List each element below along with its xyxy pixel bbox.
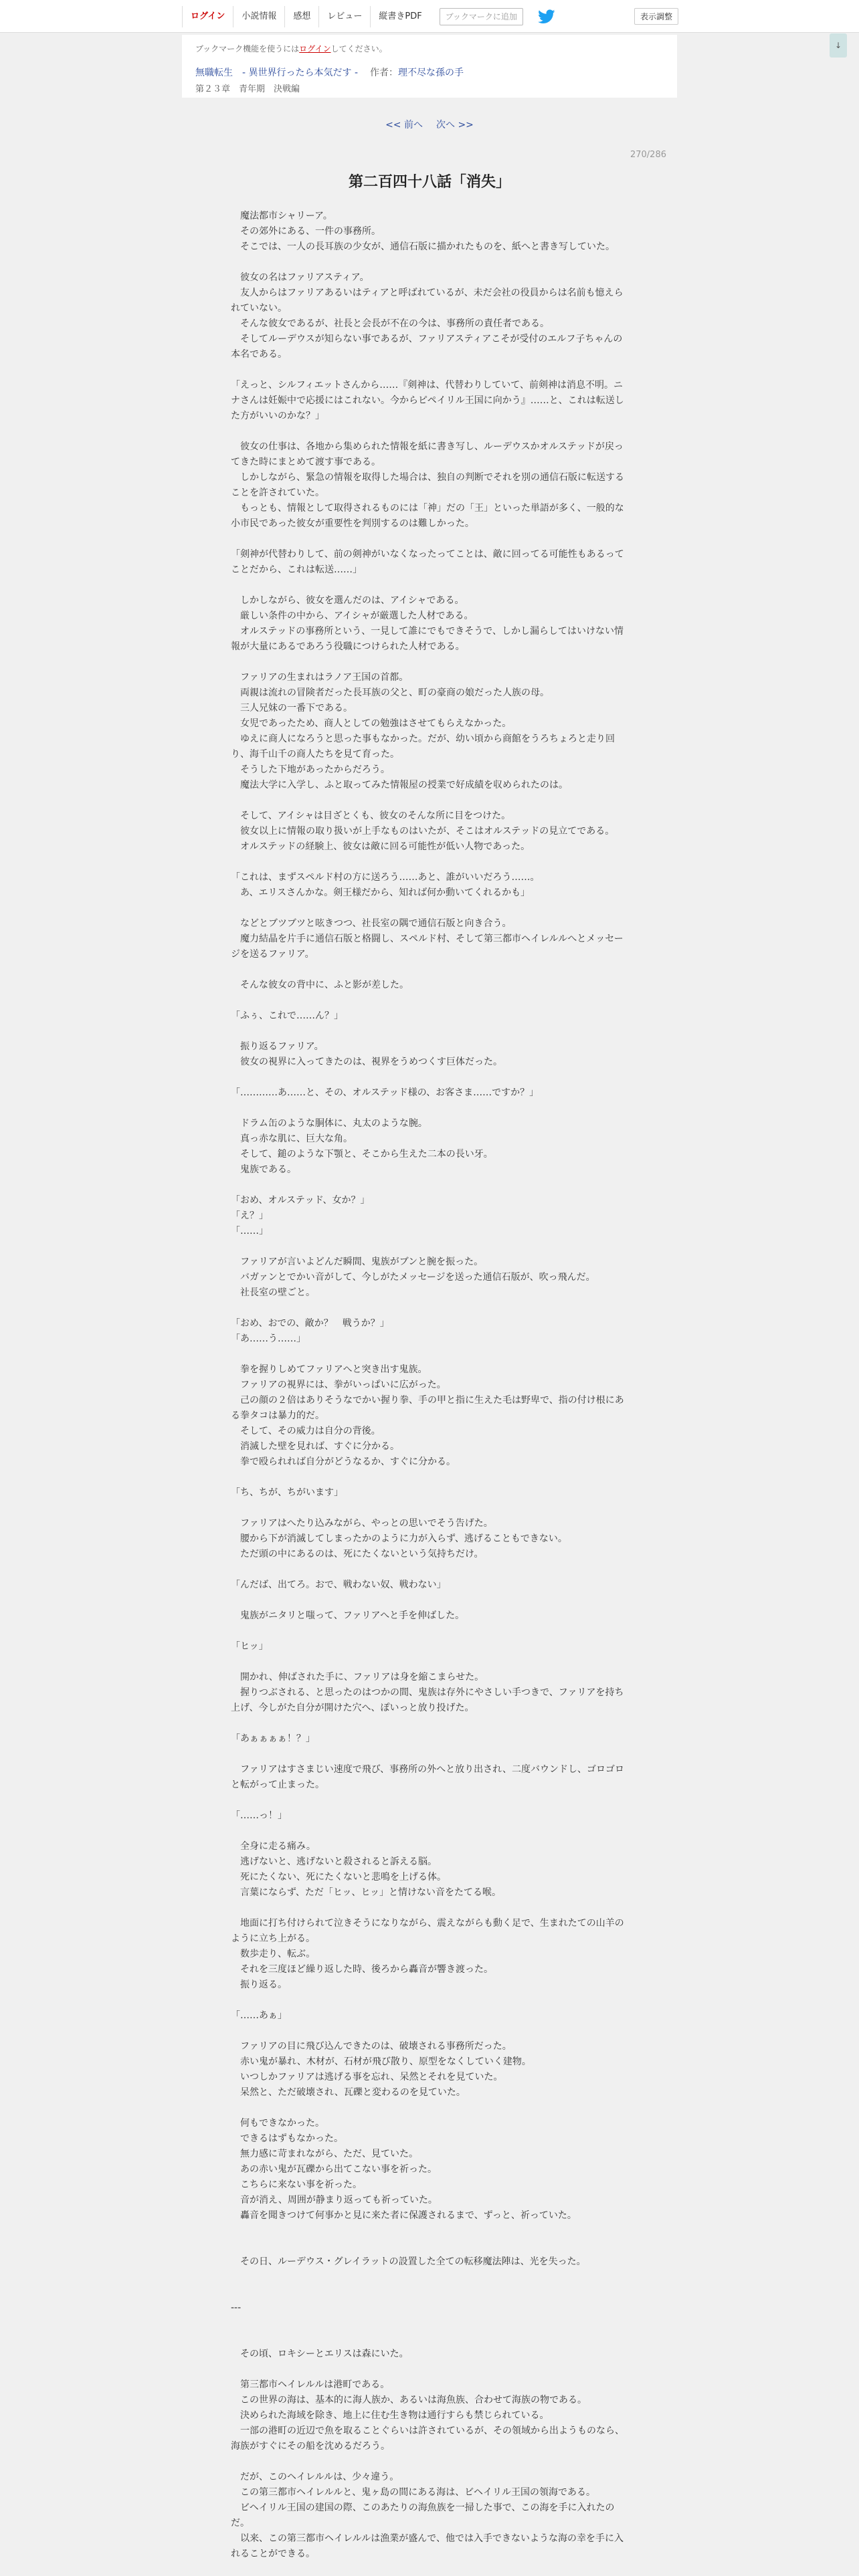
top-nav xyxy=(0,0,859,33)
nav-links xyxy=(182,6,555,27)
login-link[interactable]: ログイン xyxy=(182,6,233,27)
episode-title: 第二百四十八話「消失」 xyxy=(348,174,510,191)
episode-body: 魔法都市シャリーア。 その郊外にある、一件の事務所。 そこでは、一人の長耳族の少女が、通信石版に描かれたものを、紙へと書き写していた。 彼女の名はファリアスティア。 友人からはファリアあるいはティアと呼ばれているが、未だ会社の役員からは名前も憶えられていない。 そんな彼女であるが、社長と会長が不在の今は、事務所の責任者である。 そしてルーデウスが知らない事であるが、ファリアスティアこそが受付のエルフ子ちゃんの本名である。 「えっと、シルフィエットさんから……『剣神は、代替わりしていて、前剣神は消息不明。ニナさんは妊娠中で応援にはこれない。今からピペイリル王国に向かう』……と、これは転送した方がいいのかな？」 彼女の仕事は、各地から集められた情報を紙に書き写し、ルーデウスかオルステッドが戻ってきた時にまとめて渡す事である。 しかしながら、緊急の情報を取得した場合は、独自の判断でそれを別の通信石版に転送することを許されていた。 もっとも、情報として取得されるものには「神」だの「王」といった単語が多く、一般的な小市民であった彼女が重要性を判別するのは難しかった。 「剣神が代替わりして、前の剣神がいなくなったってことは、敵に回ってる可能性もあるってことだから、これは転送……」 しかしながら、彼女を選んだのは、アイシャである。 厳しい条件の中から、アイシャが厳選した人材である。 オルステッドの事務所という、一見して誰にでもできそうで、しかし漏らしてはいけない情報が大量にあるであろう役職につけられた人材である。 ファリアの生まれはラノア王国の首都。 両親は流れの冒険者だった長耳族の父と、町の豪商の娘だった人族の母。 三人兄妹の一番下である。 女児であったため、商人としての勉強はさせてもらえなかった。 ゆえに商人になろうと思った事もなかった。だが、幼い頃から商館をうろちょろと走り回り、海千山千の商人たちを見て育った。 そうした下地があったからだろう。 魔法大学に入学し、ふと取ってみた情報屋の授業で好成績を収められたのは。 そして、アイシャは目ざとくも、彼女のそんな所に目をつけた。 彼女以上に情報の取り扱いが上手なものはいたが、そこはオルステッドの見立てである。 オルステッドの経験上、彼女は敵に回る可能性が低い人物であった。 「これは、まずスペルド村の方に送ろう……あと、誰がいいだろう……。 あ、エリスさんかな。剣王様だから、知れば何か動いてくれるかも」 などとブツブツと呟きつつ、社長室の隅で通信石版と向き合う。 魔力結晶を片手に通信石版と格闘し、スペルド村、そして第三都市ヘイレルルへとメッセージを送るファリア。 そんな彼女の背中に、ふと影が差した。 「ふぅ、これで……ん？」 振り返るファリア。 彼女の視界に入ってきたのは、視界をうめつくす巨体だった。 「…………あ……と、その、オルステッド様の、お客さま……ですか？」 ドラム缶のような胴体に、丸太のような腕。 真っ赤な肌に、巨大な角。 そして、鎚のような下顎と、そこから生えた二本の長い牙。 鬼族である。 「おめ、オルステッド、女か？」 「え？」 「……」 ファリアが言いよどんだ瞬間、鬼族がブンと腕を振った。 バガァンとでかい音がして、今しがたメッセージを送った通信石版が、吹っ飛んだ。 社長室の壁ごと。 「おめ、おでの、敵か？ 戦うか？」 「あ……う……」 拳を握りしめてファリアへと突き出す鬼族。 ファリアの視界には、拳がいっぱいに広がった。 己の顔の２倍はありそうなでかい握り拳、手の甲と指に生えた毛は野卑で、指の付け根にある拳タコは暴力的だ。 そして、その威力は自分の背後。 消滅した壁を見れば、すぐに分かる。 拳で殴られれば自分がどうなるか、すぐに分かる。 「ち、ちが、ちがいます」 ファリアはへたり込みながら、やっとの思いでそう告げた。 腰から下が消滅してしまったかのように力が入らず、逃げることもできない。 ただ頭の中にあるのは、死にたくないという気持ちだけ。 「んだば、出てろ。おで、戦わない奴、戦わない」 鬼族がニタリと嗤って、ファリアへと手を伸ばした。 「ヒッ」 開かれ、伸ばされた手に、ファリアは身を縮こまらせた。 握りつぶされる、と思ったのはつかの間、鬼族は存外にやさしい手つきで、ファリアを持ち上げ、今しがた自分が開けた穴へ、ぽいっと放り投げた。 「あぁぁぁぁ！？」 ファリアはすさまじい速度で飛び、事務所の外へと放り出され、二度バウンドし、ゴロゴロと転がって止まった。 「……っ！」 全身に走る痛み。 逃げないと、逃げないと殺されると訴える脳。 死にたくない、死にたくないと悲鳴を上げる体。 言葉にならず、ただ「ヒッ、ヒッ」と情けない音をたてる喉。 地面に打ち付けられて泣きそうになりながら、震えながらも動く足で、生まれたての山羊のように立ち上がる。 数歩走り、転ぶ。 それを三度ほど繰り返した時、後ろから轟音が響き渡った。 振り返る。 「……あぁ」 ファリアの目に飛び込んできたのは、破壊される事務所だった。 赤い鬼が暴れ、木材が、石材が飛び散り、原型をなくしていく建物。 いつしかファリアは逃げる事を忘れ、呆然とそれを見ていた。 呆然と、ただ破壊され、瓦礫と変わるのを見ていた。 何もできなかった。 できるはずもなかった。 無力感に苛まれながら、ただ、見ていた。 あの赤い鬼が瓦礫から出てこない事を祈った。 こちらに来ない事を祈った。 音が消え、周囲が静まり返っても祈っていた。 轟音を聞きつけて何事かと見に来た者に保護されるまで、ずっと、祈っていた。 その日、ルーデウス・グレイラットの設置した全ての転移魔法陣は、光を失った。 --- その頃、ロキシーとエリスは森にいた。 第三都市ヘイレルルは港町である。 この世界の海は、基本的に海人族か、あるいは海魚族、合わせて海族の物である。 決められた海域を除き、地上に住む生き物は通行すらも禁じられている。 一部の港町の近辺で魚を取ることぐらいは許されているが、その領域から出ようものなら、海族がすぐにその船を沈めるだろう。 だが、このヘイレルルは、少々違う。 この第三都市ヘイレルルと、鬼ヶ島の間にある海は、ビヘイリル王国の領海である。 ビヘイリル王国の建国の際、このあたりの海魚族を一掃した事で、この海を手に入れたのだ。 以来、この第三都市ヘイレルルは漁業が盛んで、他では入手できないような海の幸を手に入れることができる。 xyxy=(231,211,624,2559)
impressions-link[interactable]: 感想 xyxy=(284,6,318,27)
login-inline-link[interactable]: ログイン xyxy=(299,44,331,53)
review-link[interactable]: レビュー xyxy=(318,6,370,27)
bookmark-note xyxy=(195,43,387,54)
novel-title-link[interactable]: 無職転生 - 異世界行ったら本気だす - xyxy=(195,68,359,78)
scroll-button[interactable]: ↓ xyxy=(830,33,847,58)
prev-link[interactable]: << 前へ xyxy=(385,120,423,130)
page-count: 270/286 xyxy=(630,150,666,160)
twitter-icon[interactable] xyxy=(538,9,555,24)
chapter-title: 第２３章 青年期 決戦編 xyxy=(195,84,300,94)
novel-title-line xyxy=(195,66,464,79)
display-settings-button[interactable]: 表示調整 xyxy=(634,8,678,25)
pager xyxy=(0,118,859,131)
novel-info-link[interactable]: 小説情報 xyxy=(233,6,284,27)
add-bookmark-button[interactable]: ブックマークに追加 xyxy=(440,8,523,25)
next-link[interactable]: 次へ >> xyxy=(436,120,474,130)
pdf-link[interactable]: 縦書きPDF xyxy=(370,6,430,27)
novel-info-box xyxy=(182,35,677,98)
author-link[interactable]: 理不尽な孫の手 xyxy=(398,68,464,78)
bookmark-note-suffix: してください。 xyxy=(330,44,387,53)
bookmark-note-prefix: ブックマーク機能を使うには xyxy=(195,44,300,53)
author-label: 作者： xyxy=(370,68,399,78)
